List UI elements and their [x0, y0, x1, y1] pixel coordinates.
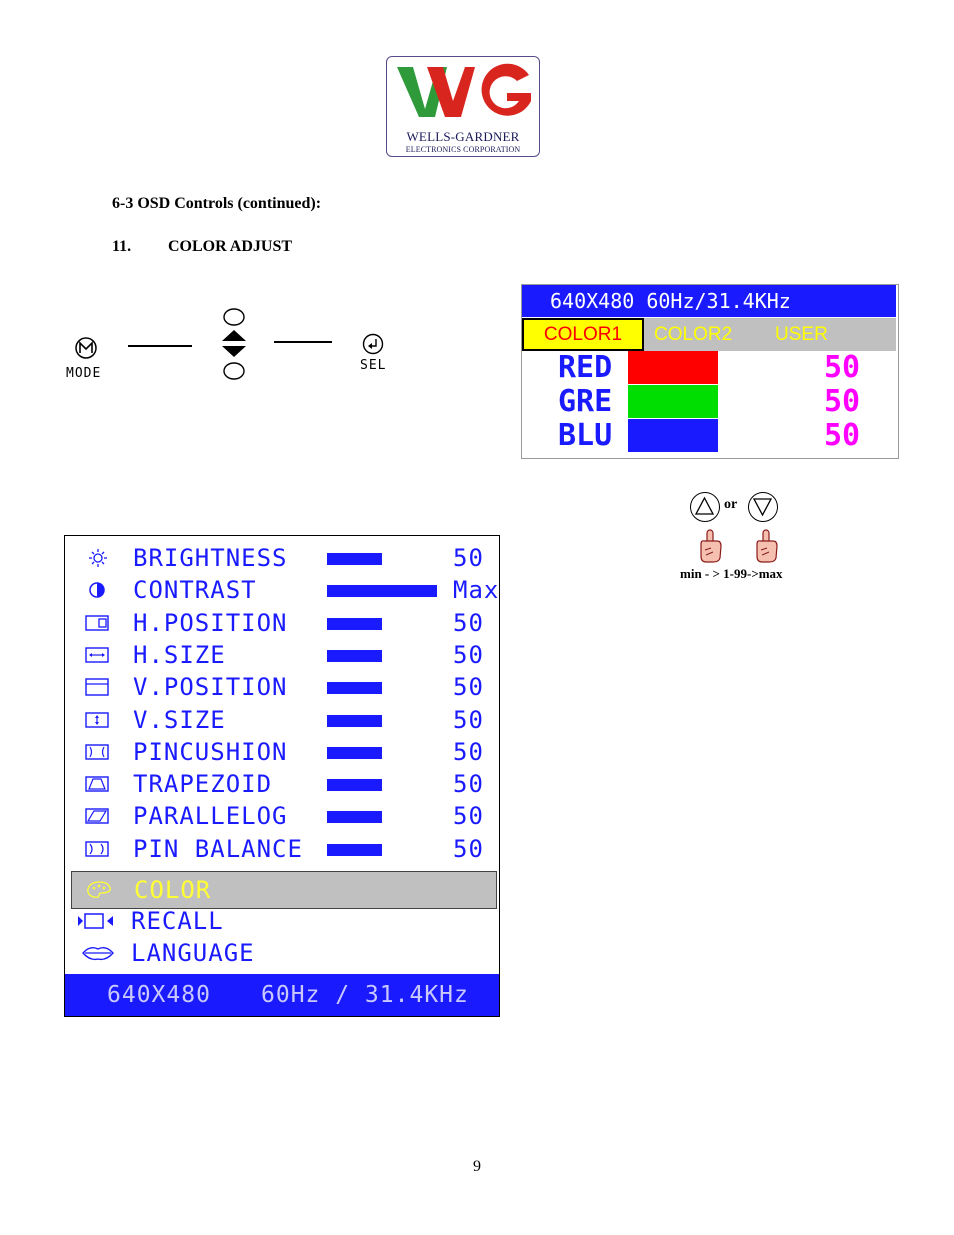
menu-item-recall[interactable] [65, 905, 499, 937]
menu-item-pin-balance[interactable] [65, 833, 499, 865]
pointing-hand-icon [697, 528, 723, 564]
menu-label: H.SIZE [133, 640, 226, 669]
logo-company-subtitle: ELECTRONICS CORPORATION [405, 145, 521, 154]
mode-button-icon [74, 336, 98, 360]
menu-label: RECALL [131, 907, 224, 935]
green-channel-row[interactable] [522, 385, 896, 419]
channel-label: GRE [558, 384, 613, 419]
menu-item-h-position[interactable] [65, 607, 499, 639]
item-title: COLOR ADJUST [168, 238, 293, 255]
parallelog-icon [85, 806, 111, 826]
up-down-buttons-icon [220, 306, 248, 382]
level-bar [327, 682, 382, 694]
connector-line [128, 345, 192, 347]
menu-item-pincushion[interactable] [65, 736, 499, 768]
company-logo [386, 56, 540, 157]
green-swatch [628, 385, 718, 418]
tab-color1[interactable]: COLOR1 [522, 318, 644, 351]
blue-channel-row[interactable] [522, 419, 896, 453]
blue-swatch [628, 419, 718, 452]
menu-item-v-position[interactable] [65, 671, 499, 703]
lips-icon [81, 943, 115, 963]
section-heading: 6-3 OSD Controls (continued): [112, 195, 322, 212]
pincushion-icon [85, 742, 111, 762]
osd-status-bar [65, 974, 499, 1016]
menu-value: 50 [453, 608, 484, 637]
menu-value: 50 [453, 834, 484, 863]
menu-label: PIN BALANCE [133, 834, 303, 863]
menu-item-color[interactable] [71, 871, 497, 909]
menu-label: H.POSITION [133, 608, 288, 637]
sel-label: SEL [360, 358, 387, 373]
menu-value: 50 [453, 802, 484, 831]
red-swatch [628, 351, 718, 384]
main-osd-menu [64, 535, 500, 1017]
menu-value: 50 [453, 770, 484, 799]
menu-label: COLOR [134, 876, 212, 904]
page-number: 9 [473, 1158, 481, 1175]
color-osd-window [521, 284, 899, 459]
footer-frequency: 60Hz / 31.4KHz [261, 982, 469, 1008]
level-bar [327, 747, 382, 759]
menu-value: Max [453, 576, 500, 605]
menu-label: LANGUAGE [131, 939, 255, 967]
menu-value: 50 [453, 640, 484, 669]
channel-value: 50 [824, 384, 861, 419]
level-bar [327, 618, 382, 630]
color-osd-resolution: 640X480 60Hz/31.4KHz [522, 285, 896, 317]
menu-item-parallelog[interactable] [65, 800, 499, 832]
menu-label: BRIGHTNESS [133, 544, 288, 572]
pointing-hand-icon [753, 528, 779, 564]
menu-label: PARALLELOG [133, 802, 288, 831]
level-bar [327, 553, 382, 565]
brightness-icon [85, 548, 111, 568]
wg-monogram-graphic [391, 61, 535, 125]
menu-label: V.SIZE [133, 705, 226, 734]
pin-balance-icon [85, 839, 111, 859]
level-bar [327, 715, 382, 727]
menu-label: TRAPEZOID [133, 770, 273, 799]
menu-value: 50 [453, 737, 484, 766]
menu-value: 50 [453, 705, 484, 734]
level-bar [327, 779, 382, 791]
menu-item-contrast[interactable] [65, 574, 499, 606]
menu-item-v-size[interactable] [65, 704, 499, 736]
select-button-icon [362, 333, 384, 355]
level-bar [327, 585, 437, 597]
v-size-icon [85, 710, 111, 730]
h-size-icon [85, 645, 111, 665]
footer-resolution: 640X480 [107, 982, 211, 1008]
recall-icon [77, 911, 117, 931]
menu-item-brightness[interactable] [65, 542, 499, 574]
red-channel-row[interactable] [522, 351, 896, 385]
tab-color2[interactable]: COLOR2 [654, 324, 733, 345]
contrast-icon [85, 580, 111, 600]
menu-label: PINCUSHION [133, 737, 288, 766]
menu-value: 50 [453, 673, 484, 702]
level-bar [327, 811, 382, 823]
menu-item-trapezoid[interactable] [65, 768, 499, 800]
channel-label: RED [558, 350, 613, 385]
item-number: 11. [112, 238, 132, 255]
tab-user[interactable]: USER [775, 324, 828, 345]
mode-label: MODE [66, 366, 102, 381]
h-position-icon [85, 613, 111, 633]
menu-item-h-size[interactable] [65, 639, 499, 671]
menu-value: 50 [453, 544, 484, 572]
trapezoid-icon [85, 774, 111, 794]
menu-label: CONTRAST [133, 576, 257, 605]
up-arrow-button-icon [690, 492, 720, 522]
v-position-icon [85, 677, 111, 697]
palette-icon [86, 880, 112, 900]
down-arrow-button-icon [748, 492, 778, 522]
menu-label: V.POSITION [133, 673, 288, 702]
connector-line [274, 341, 332, 343]
menu-item-language[interactable] [65, 937, 499, 969]
level-bar [327, 844, 382, 856]
or-text: or [724, 497, 738, 512]
channel-label: BLU [558, 418, 613, 453]
range-text: min - > 1-99->max [680, 566, 783, 581]
channel-value: 50 [824, 418, 861, 453]
logo-company-name: WELLS-GARDNER [406, 129, 520, 144]
color-tab-bar [522, 318, 896, 351]
level-bar [327, 650, 382, 662]
channel-value: 50 [824, 350, 861, 385]
